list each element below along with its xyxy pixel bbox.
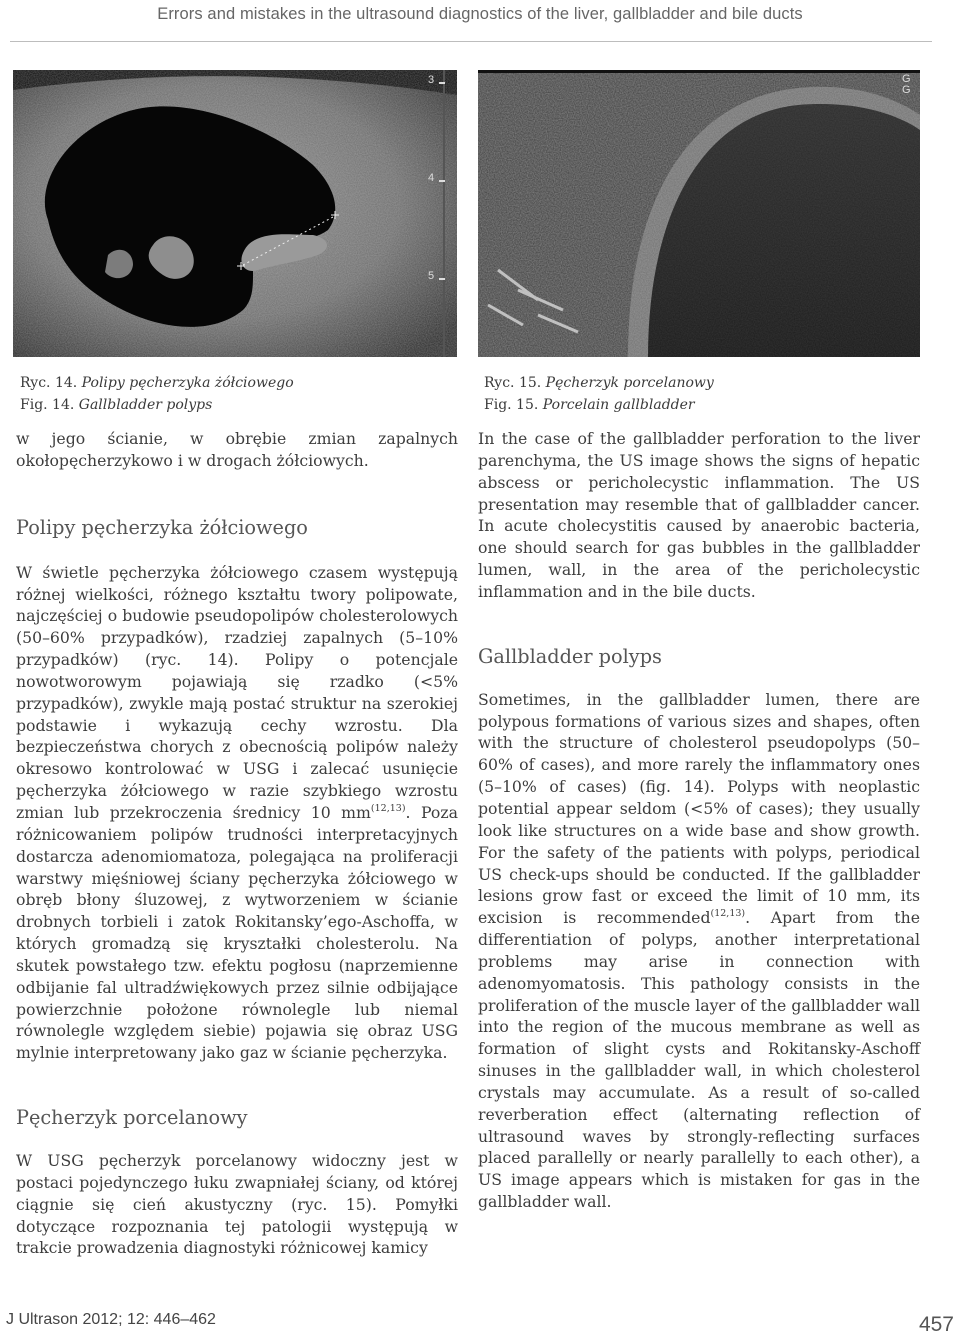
figure-14-caption — [20, 372, 450, 416]
figure-15-caption — [484, 372, 914, 416]
heading-polyps-en: Gallbladder polyps — [478, 644, 662, 668]
figure-14-ultrasound-image — [13, 70, 457, 357]
heading-polyps-pl: Polipy pęcherzyka żółciowego — [16, 515, 308, 539]
paragraph-perforation: In the case of the gallbladder perforation to the liver parenchyma, the US image shows the signs of hepatic abscess or pericholecystic inflammation. The US presentation may resemble that of gallbladder cancer. In acute cholecystitis caused by anaerobic bacteria, one should search for gas bubbles in the gallbladder lumen, wall, in the area of the pericholecystic inflammation and in the bile ducts. — [478, 429, 920, 601]
corner-labels: G G — [902, 73, 911, 96]
depth-scale-label-3: 3 — [428, 74, 435, 86]
paragraph-polyps-pl — [16, 562, 458, 1064]
depth-scale-label-5: 5 — [428, 270, 435, 282]
page-number: 457 — [918, 1313, 954, 1336]
running-head: Errors and mistakes in the ultrasound diagnostics of the liver, gallbladder and bile ducts — [157, 5, 803, 23]
paragraph-polyps-en — [478, 689, 920, 1213]
caption-title: Pęcherzyk porcelanowy — [545, 375, 714, 391]
depth-scale-label-4: 4 — [428, 172, 435, 184]
paragraph-text: . Apart from the differentiation of polyps, another interpretational problems may arise in connection with adenomyomatosis. This pathology consists in the proliferation of the muscle layer of the gallbladder wall into the region of the mucous membrane as well as formation of slight cysts and Rokitansky-Aschoff sinuses in the gallbladder wall, in which cholesterol crystals may accumulate. As a result of so-called reverberation effect (alternating reflection of ultrasound waves by strongly-reflecting surfaces placed parallelly or nearly parallelly to each other), a US image appears which is mistaken for gas in the gallbladder wall. — [478, 908, 920, 1212]
figure-15-ultrasound-image — [478, 70, 920, 357]
left-column — [16, 428, 458, 1259]
paragraph-text: . Poza różnicowaniem polipów trudności interpretacyjnych dostarcza adenomiomatoza, polegająca na proliferacji warstwy mięśniowej ściany pęcherzyka żółciowego w obręb błony śluzowej, z wytworzeniem w ścianie drobnych torbieli i zatok Rokitansky’ego-Aschoffa, w których gromadzą się kryształki cholesterolu. Na skutek powstałego tzw. efektu pogłosu (naprzemienne odbijanie fal ultradźwiękowych przez silnie odbijające powierzchnie położone równolegle lub niemal równolegle względem siebie) pojawia się obraz USG mylnie interpretowany jako gaz w ścianie pęcherzyka. — [16, 802, 458, 1063]
caption-label: Ryc. 14. — [20, 375, 78, 391]
reference-superscript: (12,13) — [370, 802, 406, 814]
caption-title: Polipy pęcherzyka żółciowego — [81, 375, 294, 391]
figure-14-ultrasound-drawing — [13, 70, 457, 357]
caption-title: Gallbladder polyps — [78, 397, 213, 413]
caption-label: Ryc. 15. — [484, 375, 542, 391]
reference-superscript: (12,13) — [710, 908, 746, 920]
paragraph-porcelain-pl: W USG pęcherzyk porcelanowy widoczny jest w postaci pojedynczego łuku zwapniałej ściany, od której ciągnie się cień akustyczny (ryc. 15). Pomyłki dotyczące rozpoznania tej patologii występują w trakcie prowadzenia diagnostyki różnicowej kamicy — [16, 1151, 458, 1258]
journal-citation: J Ultrason 2012; 12: 446–462 — [6, 1311, 216, 1328]
heading-porcelain-pl: Pęcherzyk porcelanowy — [16, 1106, 248, 1130]
right-column — [478, 428, 920, 1213]
paragraph-text: Sometimes, in the gallbladder lumen, there are polypous formations of various sizes and shapes, often with the structure of cholesterol pseudopolyps (50–60% of cases), and more rarely the inflammatory ones (5–10% of cases) (fig. 14). Polyps with neoplastic potential appear seldom (<5% of cases); they usually look like structures on a wide base and show growth. For the safety of the patients with polyps, periodical US check-ups should be conducted. If the gallbladder lesions grow fast or exceed the limit of 10 mm, its excision is recommended — [478, 689, 920, 928]
figure-15-ultrasound-drawing — [478, 70, 920, 357]
paragraph-text: W świetle pęcherzyka żółciowego czasem występują różnej wielkości, różnego kształtu twory polipowate, najczęściej o budowie pseudopolipów cholesterolowych (50–60% przypadków), rzadziej zapalnych (5–10% przypadków) (ryc. 14). Polipy o potencjale nowotworowym pojawiają się rzadko (<5% przypadków), zwykle mają postać struktur na szerokiej podstawie i wykazują cechy wzrostu. Dla bezpieczeństwa chorych z obecnością polipów należy okresowo kontrolować w USG i zalecać usunięcie pęcherzyka żółciowego w razie szybkiego wzrostu zmian lub przekroczenia średnicy 10 mm — [16, 562, 458, 822]
caption-label: Fig. 14. — [20, 397, 75, 413]
caption-label: Fig. 15. — [484, 397, 539, 413]
paragraph-intro: w jego ścianie, w obrębie zmian zapalnych okołopęcherzykowo i w drogach żółciowych. — [16, 429, 458, 470]
caption-title: Porcelain gallbladder — [542, 397, 695, 413]
header-divider — [10, 41, 932, 42]
